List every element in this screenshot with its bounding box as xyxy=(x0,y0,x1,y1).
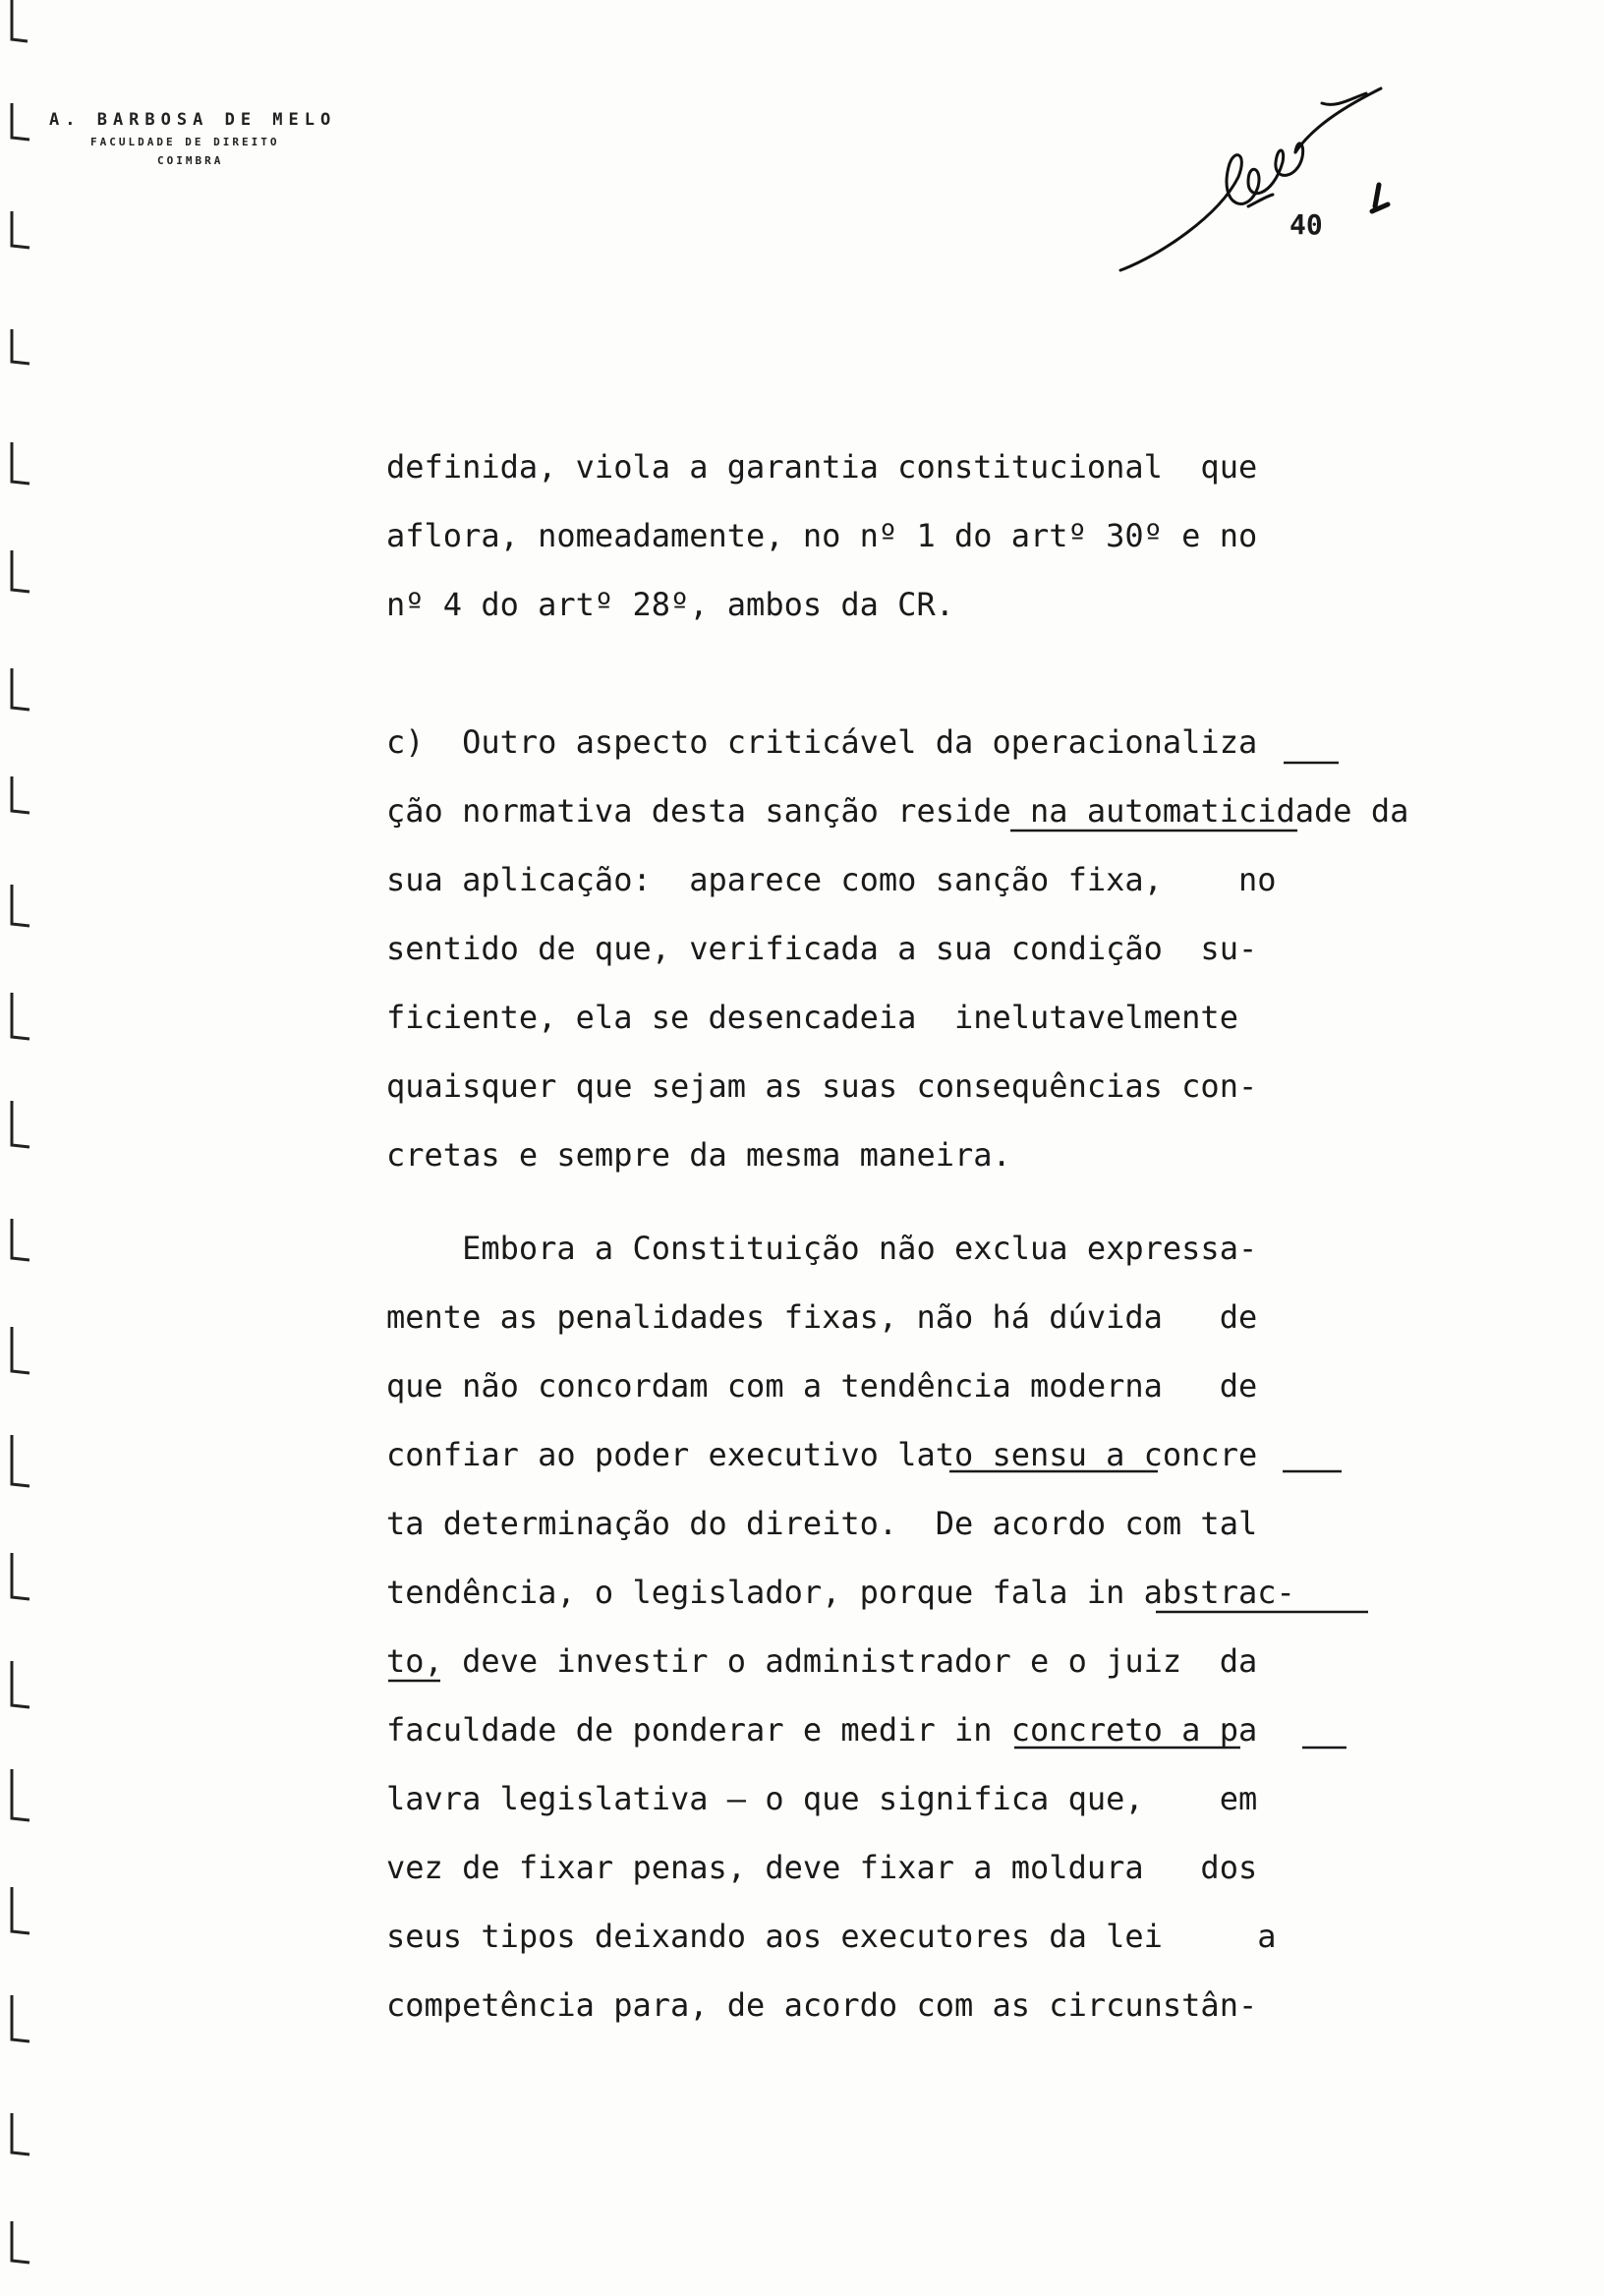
text-line: definida, viola a garantia constitucional que xyxy=(386,448,1258,486)
text-line: sentido de que, verificada a sua condição su- xyxy=(386,930,1258,967)
text-line: que não concordam com a tendência moderna de xyxy=(386,1367,1258,1405)
text-line: nº 4 do artº 28º, ambos da CR. xyxy=(386,586,954,623)
text-line: lavra legislativa — o que significa que, em xyxy=(386,1780,1258,1817)
letterhead-name: A. BARBOSA DE MELO xyxy=(49,110,337,130)
text-line: tendência, o legislador, porque fala in abstrac- xyxy=(386,1574,1295,1611)
text-line: vez de fixar penas, deve fixar a moldura dos xyxy=(386,1849,1258,1886)
text-line: Embora a Constituição não exclua expressa- xyxy=(386,1230,1258,1267)
page-number: 40 xyxy=(1289,208,1323,241)
text-line: sua aplicação: aparece como sanção fixa, no xyxy=(386,861,1277,898)
text-line: aflora, nomeadamente, no nº 1 do artº 30º e no xyxy=(386,517,1258,554)
text-line: to, deve investir o administrador e o juiz da xyxy=(386,1642,1258,1680)
text-line: mente as penalidades fixas, não há dúvida de xyxy=(386,1298,1258,1336)
text-line: faculdade de ponderar e medir in concreto a pa xyxy=(386,1711,1258,1749)
text-line: ção normativa desta sanção reside na automaticidade da xyxy=(386,792,1409,830)
text-line: competência para, de acordo com as circunstân- xyxy=(386,1986,1258,2024)
text-line: confiar ao poder executivo lato sensu a concre xyxy=(386,1436,1258,1473)
text-line: cretas e sempre da mesma maneira. xyxy=(386,1136,1011,1174)
text-line: ficiente, ela se desencadeia inelutavelmente xyxy=(386,999,1238,1036)
text-line: quaisquer que sejam as suas consequências con- xyxy=(386,1067,1258,1105)
text-line: seus tipos deixando aos executores da lei a xyxy=(386,1918,1277,1955)
text-line: ta determinação do direito. De acordo com tal xyxy=(386,1505,1258,1542)
letterhead-faculty: FACULDADE DE DIREITO xyxy=(90,136,280,148)
text-line: c) Outro aspecto criticável da operacionaliza xyxy=(386,723,1258,761)
letterhead-city: COIMBRA xyxy=(157,154,224,167)
